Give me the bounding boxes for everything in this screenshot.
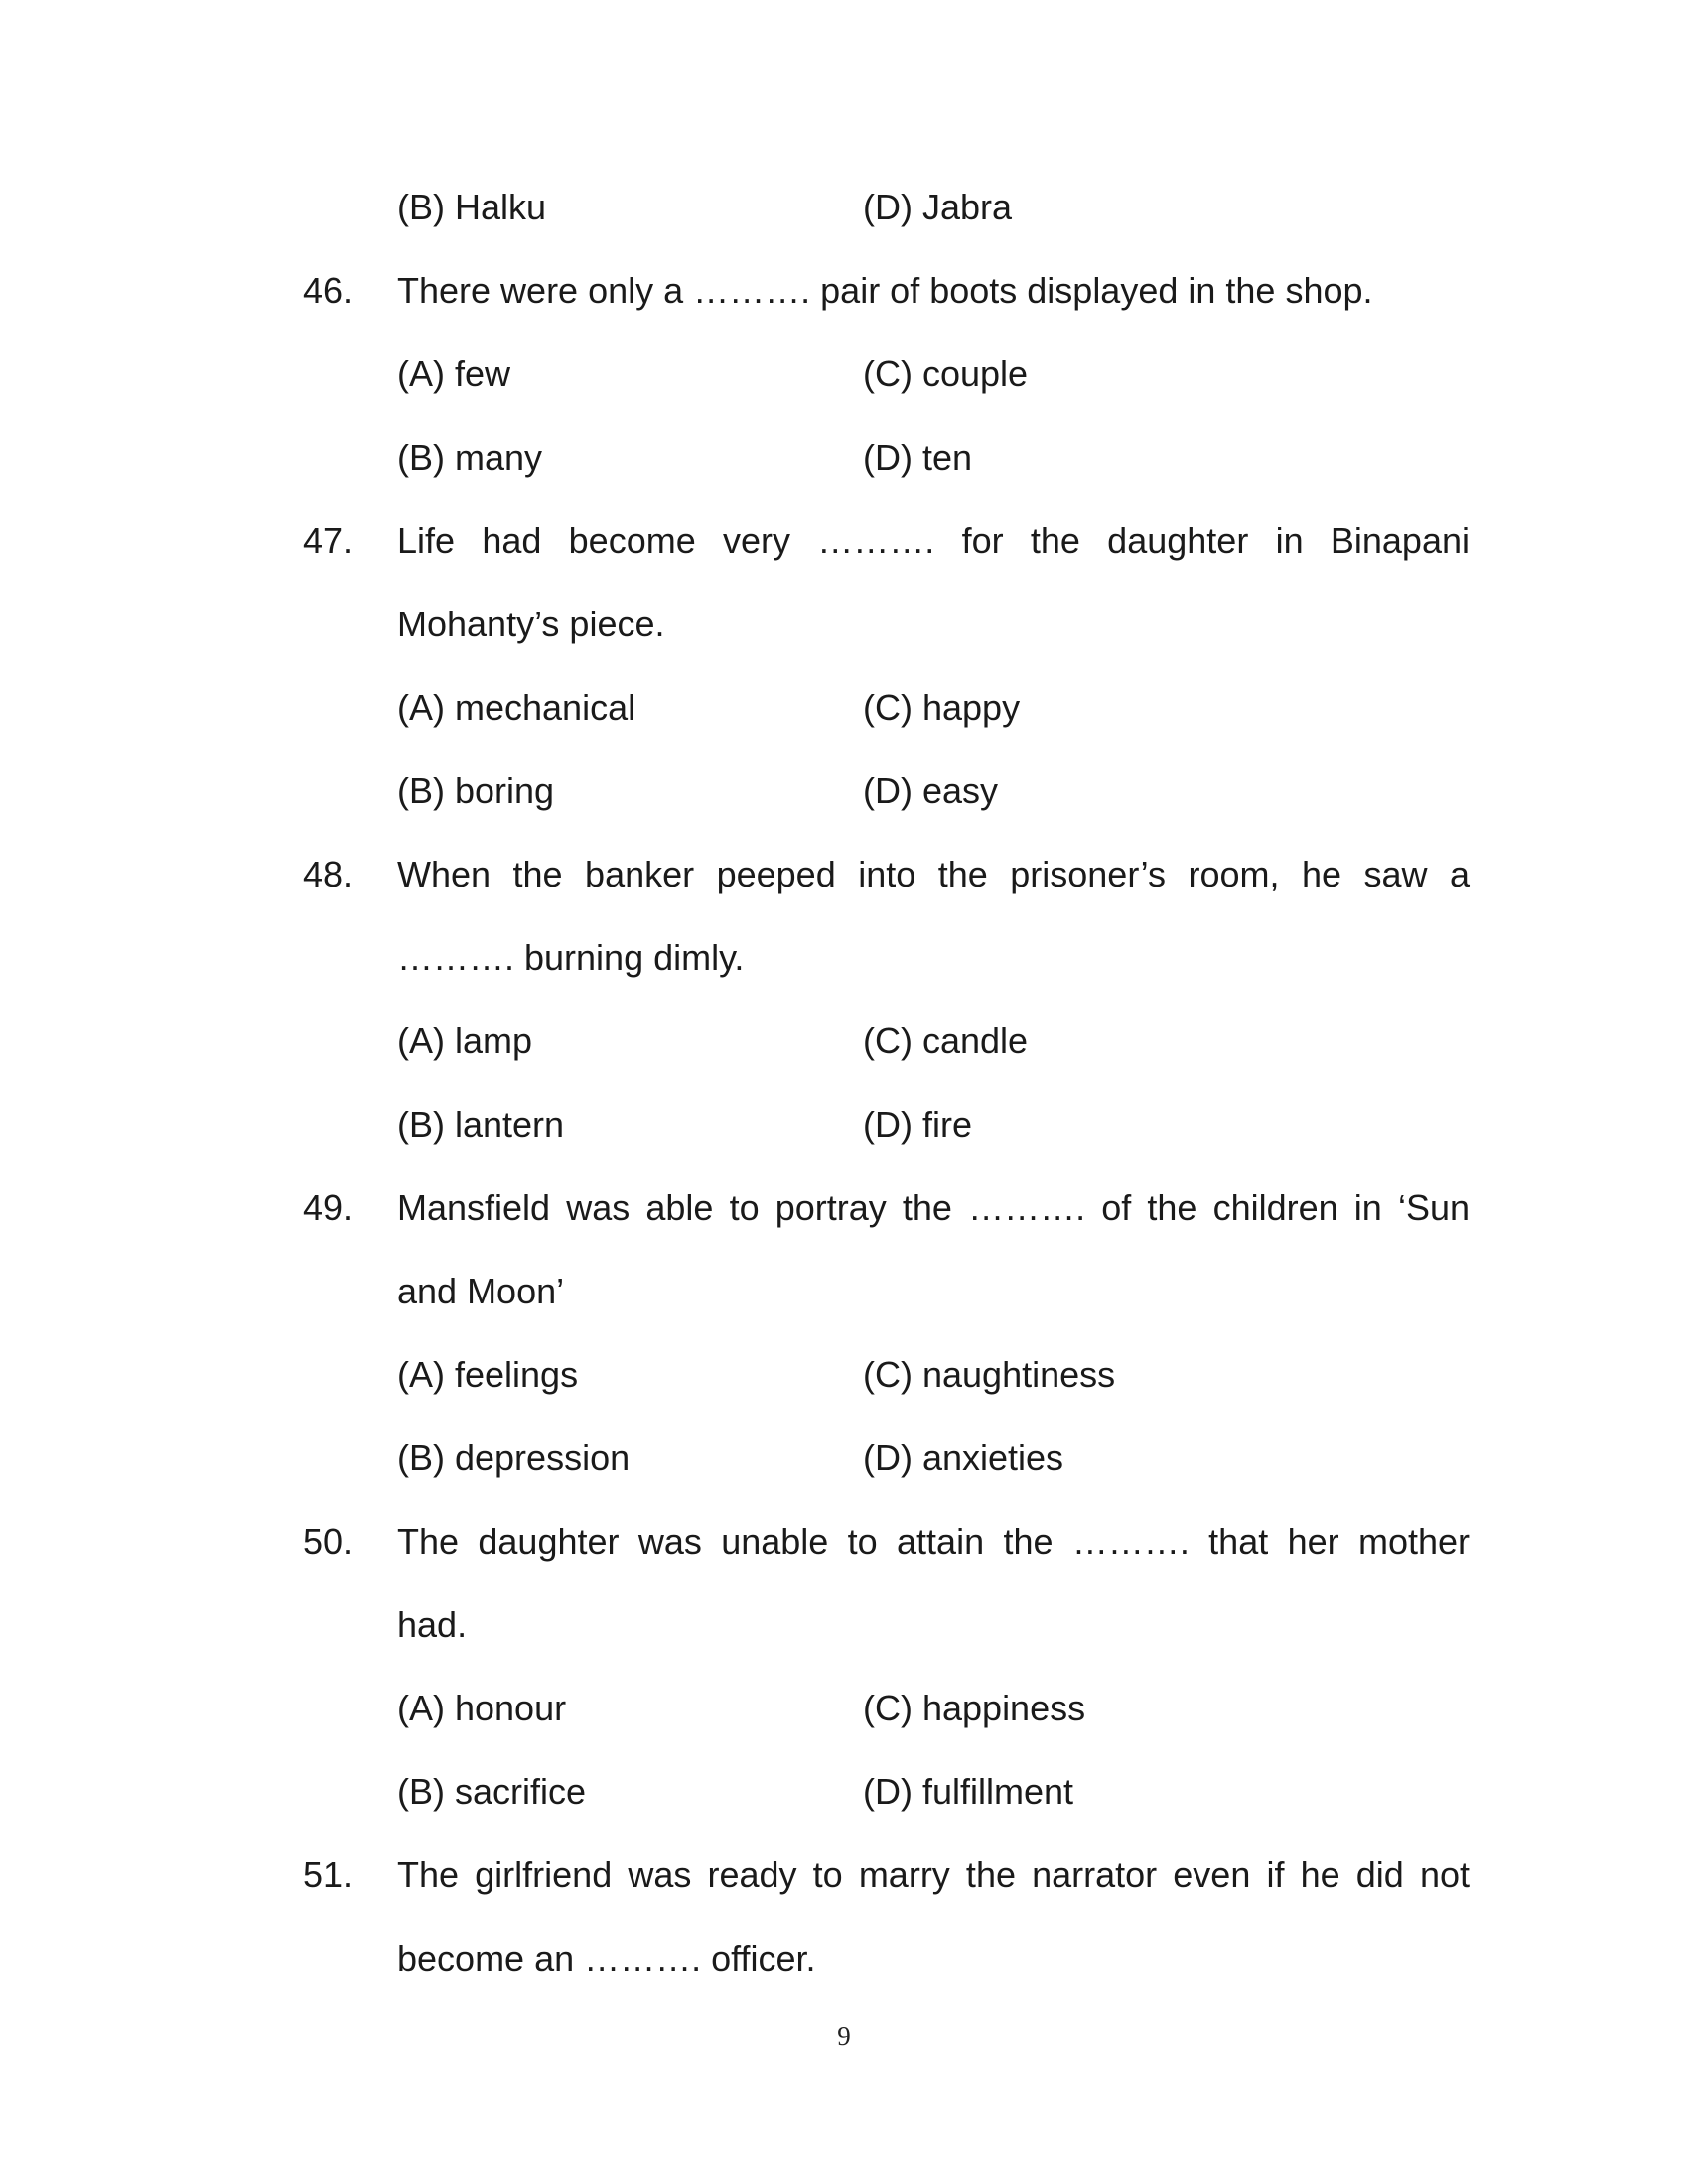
question-text-49-line2: and Moon’ [397, 1271, 565, 1311]
question-text-50-line1: The daughter was unable to attain the ………. that her mother [397, 1521, 1470, 1562]
option-a-50: (A) honour [397, 1688, 567, 1728]
option-d-prev: (D) Jabra [863, 187, 1013, 227]
option-a-46: (A) few [397, 353, 511, 394]
option-c-48: (C) candle [863, 1021, 1029, 1061]
question-number-46: 46. [303, 270, 353, 311]
option-d-47: (D) easy [863, 770, 999, 811]
option-d-50: (D) fulfillment [863, 1771, 1074, 1812]
question-text-51-line1: The girlfriend was ready to marry the narrator even if he did not [397, 1854, 1470, 1895]
option-c-49: (C) naughtiness [863, 1354, 1116, 1395]
option-d-48: (D) fire [863, 1104, 972, 1145]
question-text-47-line2: Mohanty’s piece. [397, 604, 665, 644]
option-b-50: (B) sacrifice [397, 1771, 587, 1812]
question-text-46: There were only a ………. pair of boots displayed in the shop. [397, 270, 1373, 311]
option-b-49: (B) depression [397, 1437, 631, 1478]
option-a-48: (A) lamp [397, 1021, 533, 1061]
question-text-50-line2: had. [397, 1604, 468, 1645]
option-c-50: (C) happiness [863, 1688, 1086, 1728]
question-number-50: 50. [303, 1521, 353, 1562]
option-b-prev: (B) Halku [397, 187, 547, 227]
question-number-49: 49. [303, 1187, 353, 1228]
option-a-49: (A) feelings [397, 1354, 579, 1395]
option-a-47: (A) mechanical [397, 687, 636, 728]
option-b-47: (B) boring [397, 770, 555, 811]
question-text-49-line1: Mansfield was able to portray the ………. of the children in ‘Sun [397, 1187, 1470, 1228]
question-text-48-line2: ………. burning dimly. [397, 937, 745, 978]
option-d-46: (D) ten [863, 437, 973, 478]
option-b-46: (B) many [397, 437, 543, 478]
option-c-46: (C) couple [863, 353, 1029, 394]
question-number-47: 47. [303, 520, 353, 561]
question-number-51: 51. [303, 1854, 353, 1895]
option-b-48: (B) lantern [397, 1104, 565, 1145]
question-number-48: 48. [303, 854, 353, 894]
question-text-48-line1: When the banker peeped into the prisoner’s room, he saw a [397, 854, 1470, 894]
question-text-51-line2: become an ………. officer. [397, 1938, 816, 1979]
option-c-47: (C) happy [863, 687, 1021, 728]
question-text-47-line1: Life had become very ………. for the daughter in Binapani [397, 520, 1470, 561]
option-d-49: (D) anxieties [863, 1437, 1064, 1478]
page-number: 9 [837, 2021, 851, 2051]
